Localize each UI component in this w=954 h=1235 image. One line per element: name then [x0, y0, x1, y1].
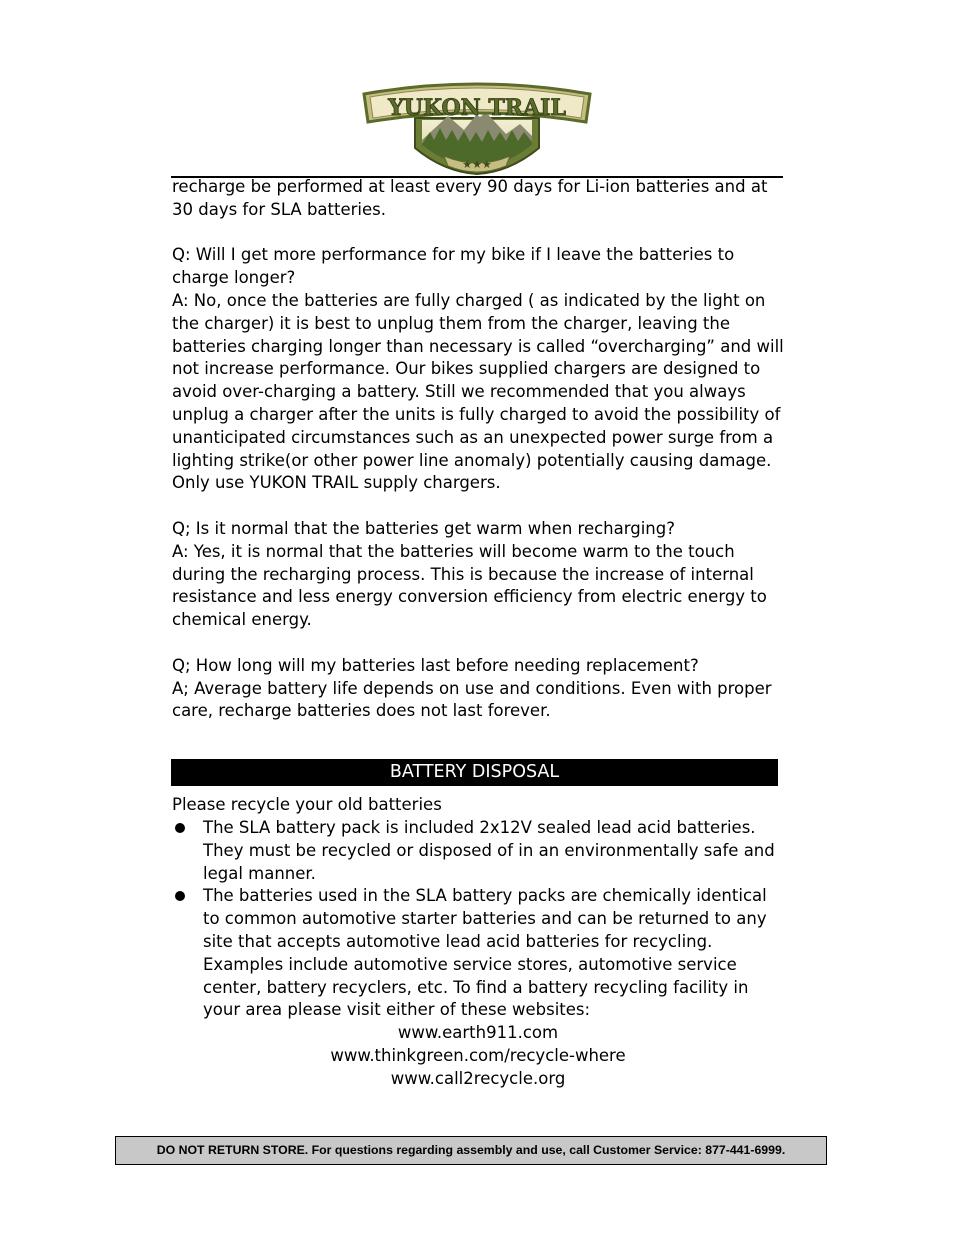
spacer: [172, 495, 784, 518]
website-call2recycle[interactable]: www.call2recycle.org: [390, 1068, 566, 1088]
faq-answer: A: Yes, it is normal that the batteries will become warm to the touch during the recharging process. This is because the increase of internal resistance and less energy conversion efficiency from electric energy to chemical energy.: [172, 541, 767, 630]
faq-question: Q; Is it normal that the batteries get warm when recharging?: [172, 518, 675, 538]
list-item: [172, 885, 784, 1022]
disposal-bullet-list: [172, 817, 784, 1022]
faq-answer: A; Average battery life depends on use and conditions. Even with proper care, recharge batteries does not last forever.: [172, 678, 772, 721]
customer-service-footer: DO NOT RETURN STORE. For questions regarding assembly and use, call Customer Service: 877-441-6999.: [115, 1136, 827, 1165]
website-earth911[interactable]: www.earth911.com: [397, 1023, 559, 1043]
list-item: [172, 817, 784, 885]
logo-text: YUKON TRAIL: [388, 95, 566, 121]
spacer: [172, 723, 784, 759]
bullet-text: The batteries used in the SLA battery packs are chemically identical to common automotive starter batteries and can be returned to any site that accepts automotive lead acid batteries for recycling. Examples include automotive service stores, automotive service center, battery recyclers, etc. To find a battery recycling facility in your area please visit either of these websites:: [203, 886, 767, 1020]
bullet-text: The SLA battery pack is included 2x12V sealed lead acid batteries. They must be recycled or disposed of in an environmentally safe and legal manner.: [203, 817, 775, 883]
spacer: [172, 222, 784, 245]
svg-text:★★★: ★★★: [462, 158, 492, 171]
continuation-text: recharge be performed at least every 90 days for Li-ion batteries and at 30 days for SLA batteries.: [172, 177, 768, 219]
document-body: [172, 176, 784, 1090]
spacer: [172, 786, 784, 794]
battery-disposal-heading: BATTERY DISPOSAL: [171, 759, 778, 786]
spacer: [172, 632, 784, 655]
yukon-trail-logo: [360, 78, 594, 176]
faq-answer: A: No, once the batteries are fully charged ( as indicated by the light on the charger) it is best to unplug them from the charger, leaving the batteries charging longer than necessary is called “overcharging” and will not increase performance. Our bikes supplied chargers are designed to avoid over-charging a battery. Still we recommended that you always unplug a charger after the units is fully charged to avoid the possibility of unanticipated circumstances such as an unexpected power surge from a lighting strike(or other power line anomaly) potentially causing damage. Only use YUKON TRAIL supply chargers.: [172, 290, 784, 493]
bullet-icon: [175, 823, 185, 833]
disposal-intro: Please recycle your old batteries: [172, 795, 442, 815]
website-thinkgreen[interactable]: www.thinkgreen.com/recycle-where: [330, 1045, 626, 1065]
faq-question: Q: Will I get more performance for my bike if I leave the batteries to charge longer?: [172, 245, 735, 288]
faq-question: Q; How long will my batteries last before needing replacement?: [172, 655, 699, 675]
bullet-icon: [175, 891, 185, 901]
recycling-websites: [172, 1022, 784, 1090]
